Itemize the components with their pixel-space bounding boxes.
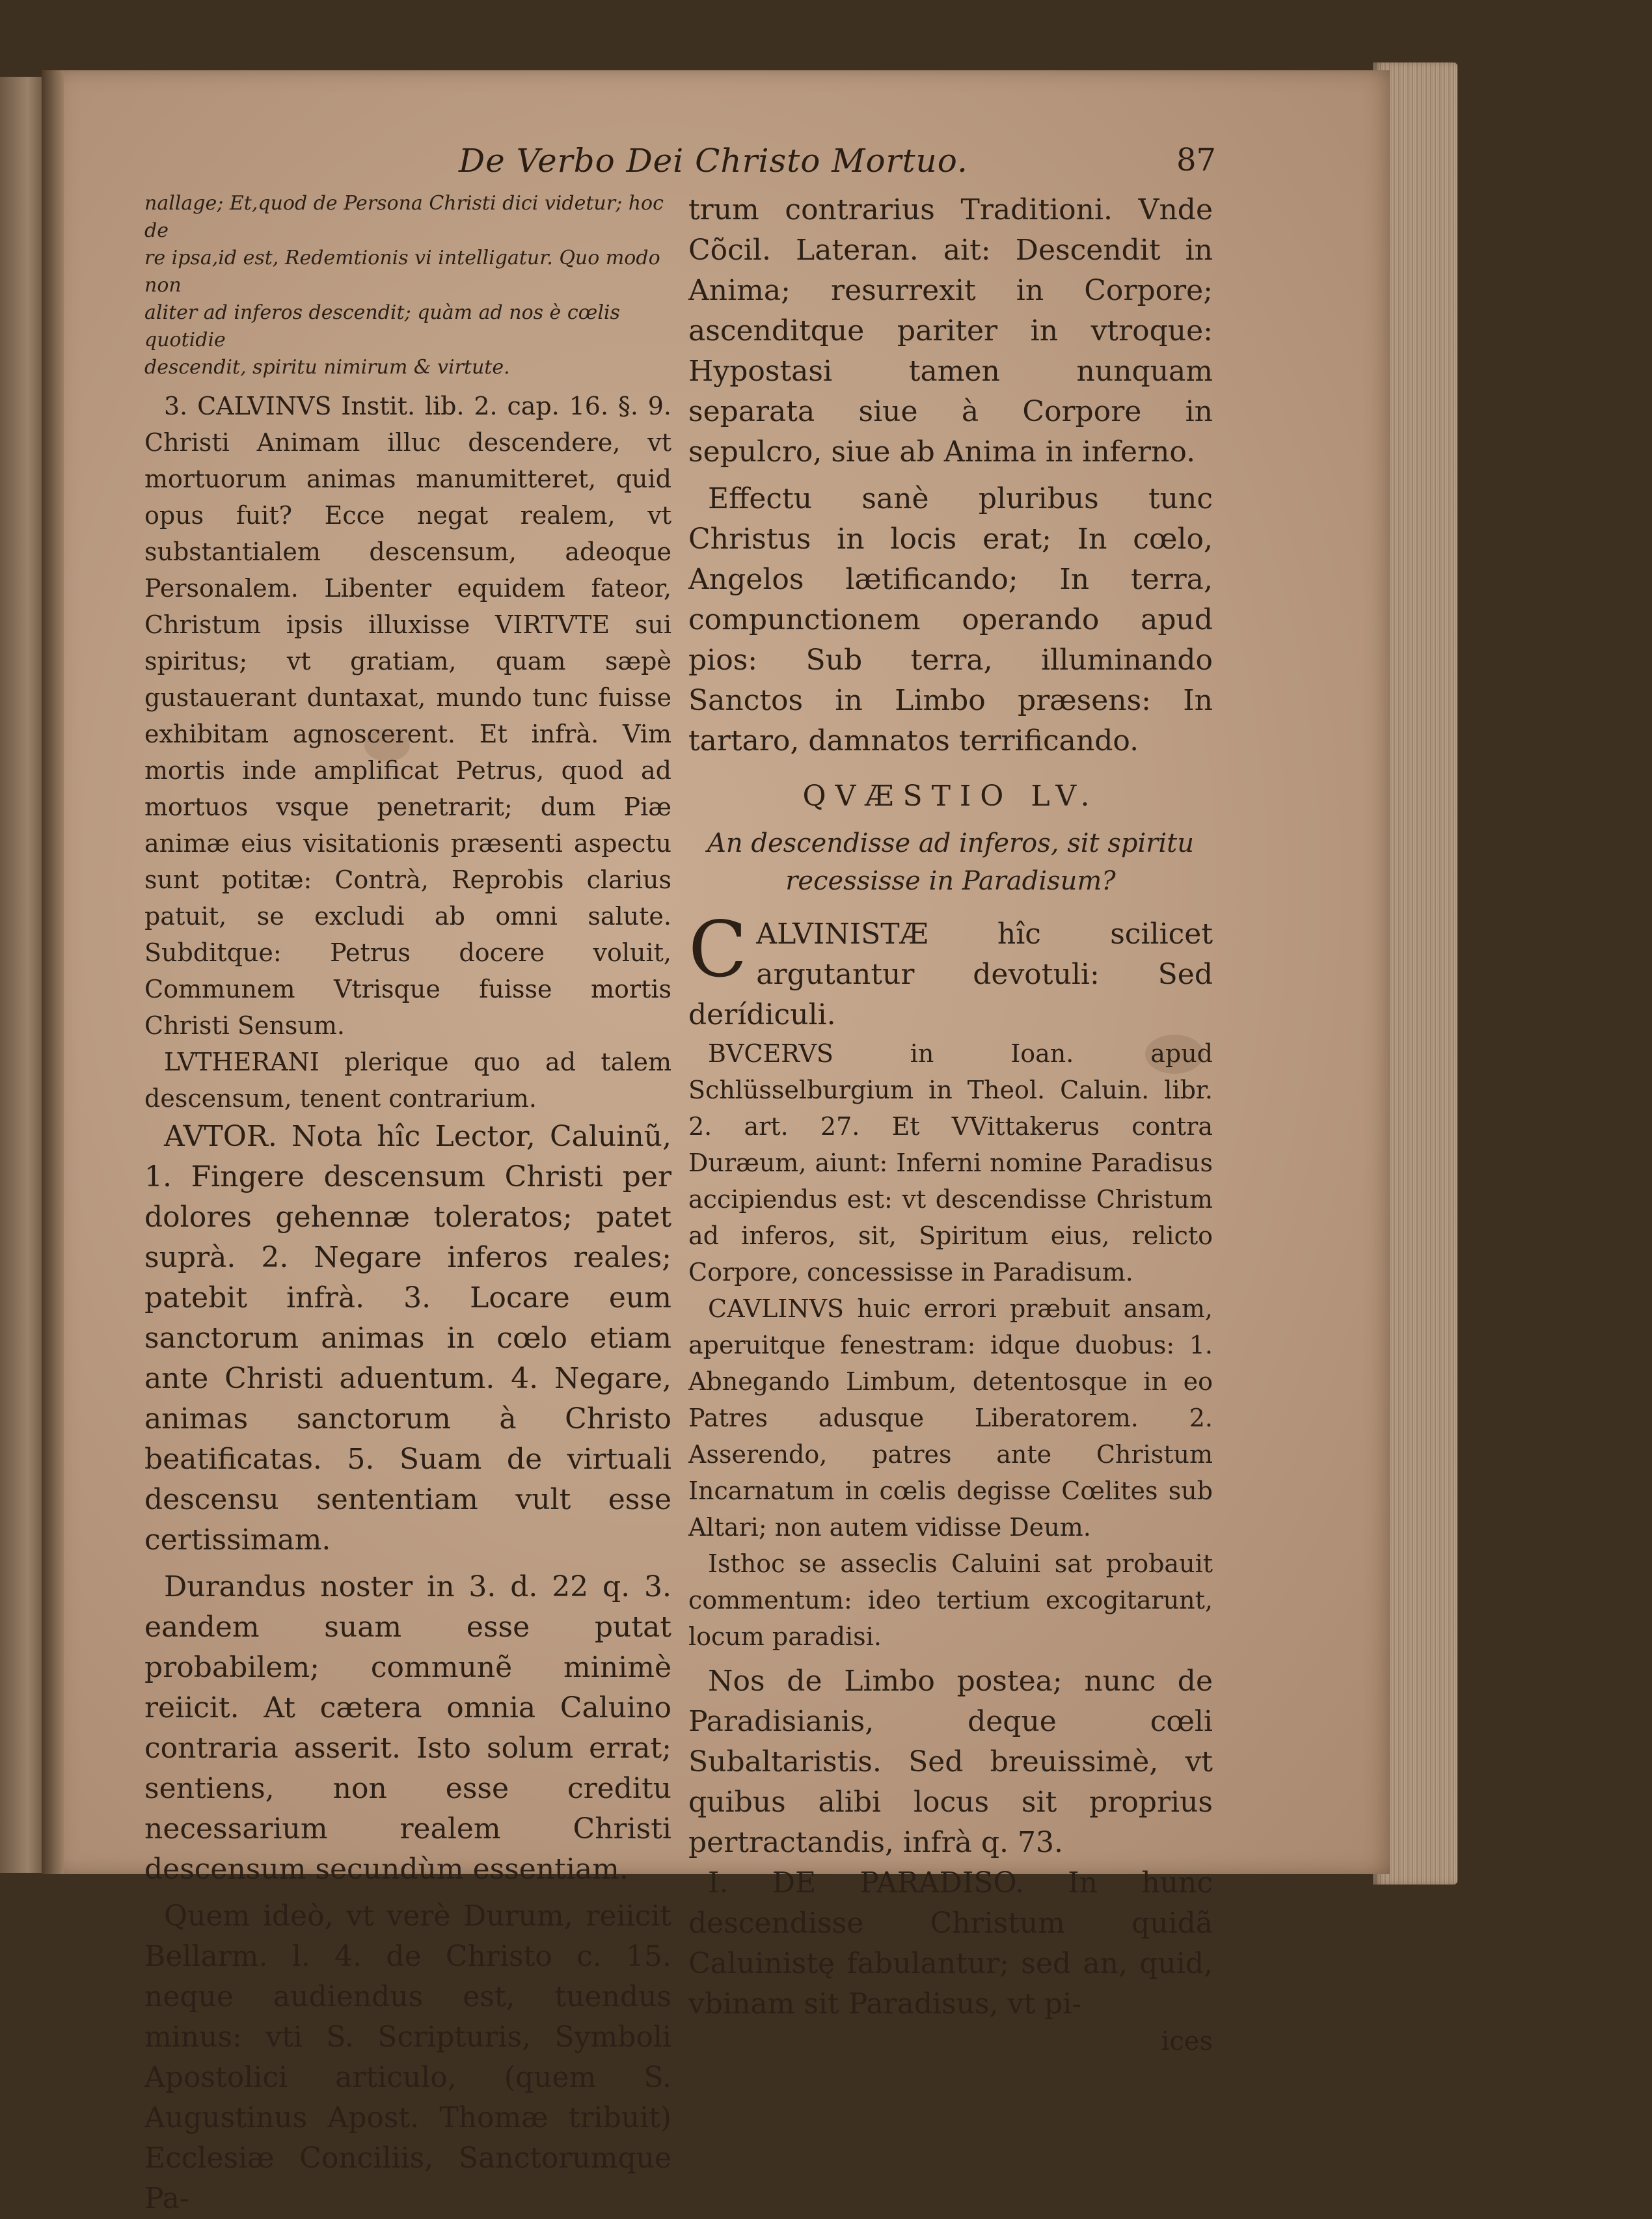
paragraph-calvinus: 3. CALVINVS Instit. lib. 2. cap. 16. §. 9. Christi Animam illuc descendere, vt mortuorum animas manumitteret, quid opus fuit? Ecce negat realem, vt substantialem descensum, adeoque Personalem. Libenter equidem fateor, Christum ipsis illuxisse VIRTVTE sui spiritus; vt gratiam, quam sæpè gustauerant duntaxat, mundo tunc fuisse exhibitam agnoscerent. Et infrà. Vim mortis inde amplificat Petrus, quod ad mortuos vsque penetrarit; dum Piæ animæ eius visitationis præsenti aspectu sunt potitæ: Contrà, Reprobis clarius patuit, se excludi ab omni salute. Subditque: Petrus docere voluit, Communem Vtrisque fuisse mortis Christi Sensum. bbox=[144, 392, 671, 1040]
question-title: QVÆSTIO LV. bbox=[802, 780, 1099, 813]
paragraph-bucerus: BVCERVS in Ioan. apud Schlüsselburgium in Theol. Caluin. libr. 2. art. 27. Et VVittakerus contra Duræum, aiunt: Inferni nomine Paradisus accipiendus est: vt descendisse Christum ad inferos, sit, Spiritum eius, relicto Corpore, concessisse in Paradisum. bbox=[688, 1039, 1213, 1286]
paragraph-calvinistae: ALVINISTÆ hîc scilicet argutantur devotuli: Sed derídiculi. bbox=[688, 918, 1213, 1031]
catchword: ices bbox=[1161, 2026, 1213, 2056]
running-title: De Verbo Dei Christo Mortuo. bbox=[459, 142, 968, 180]
gutter-shadow bbox=[42, 70, 64, 1874]
paragraph-durandus: Durandus noster in 3. d. 22 q. 3. eandem suam esse putat probabilem; communẽ minimè reiicit. At cætera omnia Caluino contraria asserit. Isto solum errat; sentiens, non esse creditu necessarium realem Christi descensum secundùm essentiam. bbox=[144, 1570, 671, 1886]
left-column bbox=[144, 190, 671, 2219]
running-head bbox=[0, 142, 1652, 187]
paragraph-effectu: Effectu sanè pluribus tunc Christus in locis erat; In cœlo, Angelos lætificando; In terra, compunctionem operando apud pios: Sub terra, illuminando Sanctos in Limbo præsens: In tartaro, damnatos terrificando. bbox=[688, 482, 1213, 757]
paragraph-lutherani: LVTHERANI plerique quo ad talem descensum, tenent contrarium. bbox=[144, 1048, 671, 1113]
paragraph-isthoc: Isthoc se asseclis Caluini sat probauit commentum: ideo tertium excogitarunt, locum paradisi. bbox=[688, 1549, 1213, 1651]
question-subtitle: An descendisse ad inferos, sit spiritu recessisse in Paradisum? bbox=[707, 828, 1194, 896]
note-line: descendit, spiritu nimirum & virtute. bbox=[144, 356, 510, 379]
right-column bbox=[688, 190, 1213, 2058]
note-line: aliter ad inferos descendit; quàm ad nos è cœlis quotidie bbox=[144, 301, 620, 351]
drop-capital: C bbox=[688, 905, 748, 994]
page-number: 87 bbox=[1176, 142, 1217, 178]
paragraph-paradiso: I. DE PARADISO. In hunc descendisse Christum quidã Caluinistę fabulantur; sed an, quid, vbinam sit Paradisus, vt pi- bbox=[688, 1866, 1213, 2021]
paragraph-continued: trum contrarius Traditioni. Vnde Cõcil. Lateran. ait: Descendit in Anima; resurrexit in Corpore; ascenditque pariter in vtroque: Hypostasi tamen nunquam separata siue à Corpore in sepulcro, siue ab Anima in inferno. bbox=[688, 193, 1213, 469]
paragraph-cavlinus: CAVLINVS huic errori præbuit ansam, aperuitque fenestram: idque duobus: 1. Abnegando Limbum, detentosque in eo Patres adusque Liberatorem. 2. Asserendo, patres ante Christum Incarnatum in cœlis degisse Cœlites sub Altari; non autem vidisse Deum. bbox=[688, 1294, 1213, 1542]
note-line: re ipsa,id est, Redemtionis vi intelligatur. Quo modo non bbox=[144, 247, 660, 297]
paragraph-autor: AVTOR. Nota hîc Lector, Caluinũ, 1. Fingere descensum Christi per dolores gehennæ toleratos; patet suprà. 2. Negare inferos reales; patebit infrà. 3. Locare eum sanctorum animas in cœlo etiam ante Christi aduentum. 4. Negare, animas sanctorum à Christo beatificatas. 5. Suam de virtuali descensu sententiam vult esse certissimam. bbox=[144, 1120, 671, 1557]
paragraph-quem: Quem ideò, vt verè Durum, reiicit Bellarm. l. 4. de Christo c. 15. neque audiendus est, tuendus minus: vti S. Scripturis, Symboli Apostolici articulo, (quem S. Augustinus Apost. Thomæ tribuit) Ecclesiæ Conciliis, Sanctorumque Pa- bbox=[144, 1899, 671, 2215]
paragraph-nos: Nos de Limbo postea; nunc de Paradisianis, deque cœli Subaltaristis. Sed breuissimè, vt quibus alibi locus sit proprius pertractandis, infrà q. 73. bbox=[688, 1665, 1213, 1859]
note-line: nallage; Et,quod de Persona Christi dici videtur; hoc de bbox=[144, 192, 664, 242]
